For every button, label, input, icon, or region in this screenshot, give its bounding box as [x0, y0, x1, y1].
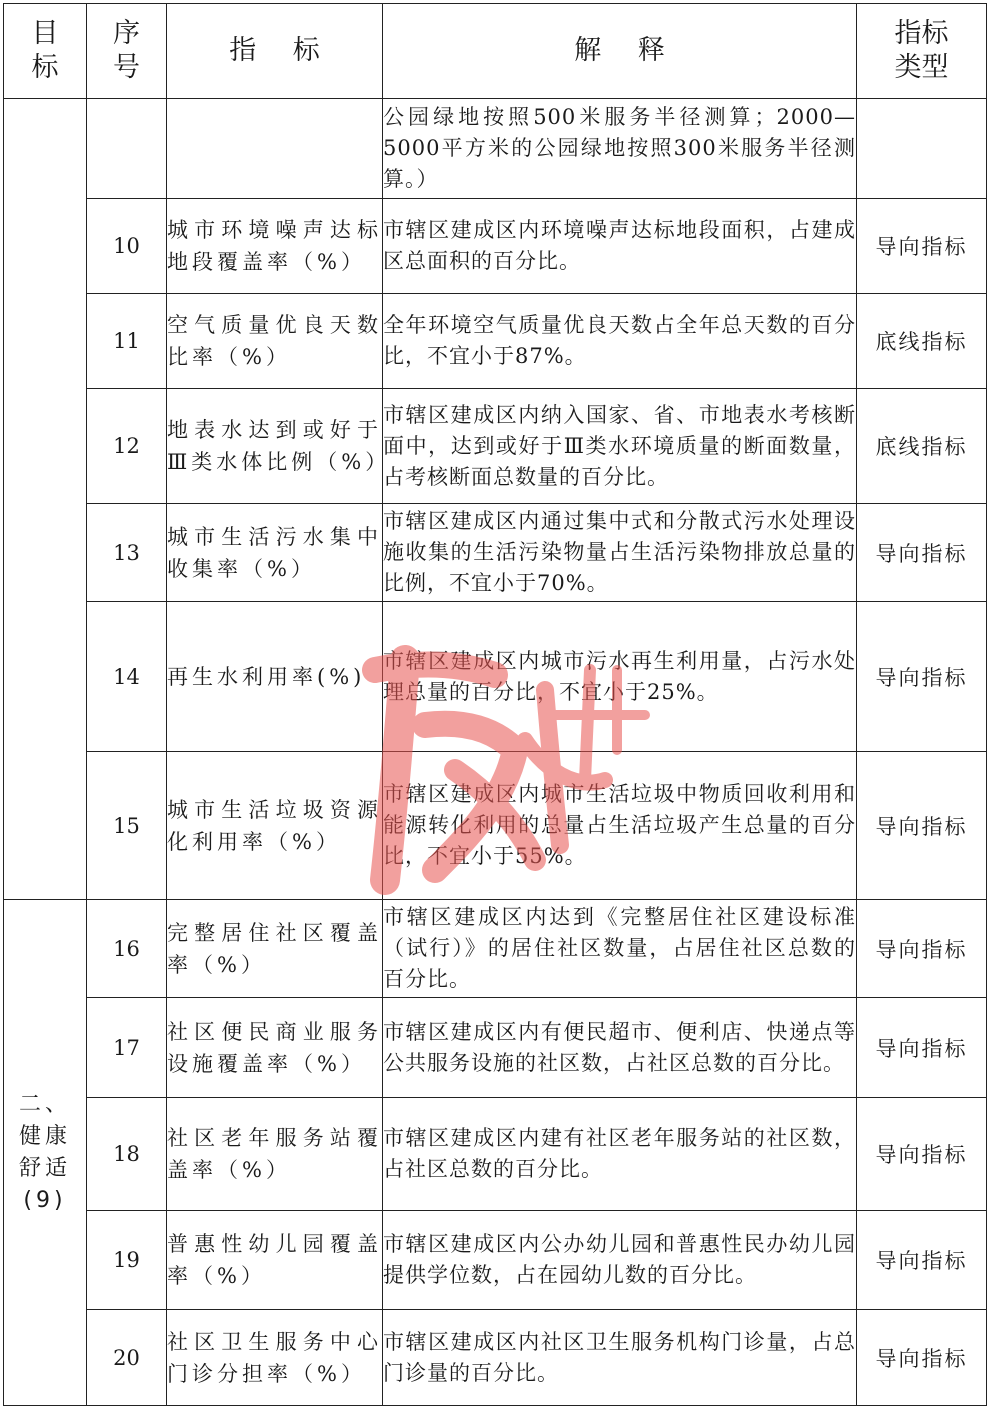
row-no: 14 [87, 602, 167, 752]
row-no: 11 [87, 294, 167, 389]
row-type: 导向指标 [857, 752, 987, 900]
table-row [4, 752, 987, 900]
row-indicator: 社区老年服务站覆盖率（%） [167, 1098, 383, 1211]
table-row [4, 199, 987, 294]
row-no [87, 99, 167, 199]
row-type: 导向指标 [857, 1098, 987, 1211]
row-type: 导向指标 [857, 602, 987, 752]
table-row [4, 504, 987, 602]
row-explanation: 市辖区建成区内公办幼儿园和普惠性民办幼儿园提供学位数，占在园幼儿数的百分比。 [383, 1211, 857, 1310]
row-type: 底线指标 [857, 389, 987, 504]
row-no: 19 [87, 1211, 167, 1310]
indicator-table [3, 3, 987, 1406]
row-no: 13 [87, 504, 167, 602]
row-indicator: 再生水利用率(%) [167, 602, 383, 752]
row-type: 导向指标 [857, 199, 987, 294]
table-row [4, 900, 987, 998]
row-type: 导向指标 [857, 900, 987, 998]
row-indicator: 完整居住社区覆盖率（%） [167, 900, 383, 998]
row-indicator: 社区便民商业服务设施覆盖率（%） [167, 998, 383, 1098]
row-type [857, 99, 987, 199]
row-type: 导向指标 [857, 1211, 987, 1310]
header-no: 序号 [87, 4, 167, 99]
row-explanation: 市辖区建成区内社区卫生服务机构门诊量，占总门诊量的百分比。 [383, 1310, 857, 1406]
header-goal: 目标 [4, 4, 87, 99]
table-row [4, 99, 987, 199]
row-indicator: 地表水达到或好于Ⅲ类水体比例（%） [167, 389, 383, 504]
row-indicator [167, 99, 383, 199]
row-indicator: 社区卫生服务中心门诊分担率（%） [167, 1310, 383, 1406]
goal-cell-2: 二、健康舒适(9) [4, 900, 87, 1406]
header-explanation: 解 释 [383, 4, 857, 99]
row-no: 20 [87, 1310, 167, 1406]
row-explanation: 市辖区建成区内有便民超市、便利店、快递点等公共服务设施的社区数，占社区总数的百分比。 [383, 998, 857, 1098]
row-explanation: 市辖区建成区内城市污水再生利用量，占污水处理总量的百分比，不宜小于25%。 [383, 602, 857, 752]
row-indicator: 城市生活污水集中收集率（%） [167, 504, 383, 602]
row-type: 导向指标 [857, 1310, 987, 1406]
row-no: 17 [87, 998, 167, 1098]
row-type: 导向指标 [857, 998, 987, 1098]
header-row [4, 4, 987, 99]
row-no: 10 [87, 199, 167, 294]
header-type: 指标类型 [857, 4, 987, 99]
row-explanation: 市辖区建成区内通过集中式和分散式污水处理设施收集的生活污染物量占生活污染物排放总量的比例，不宜小于70%。 [383, 504, 857, 602]
row-explanation: 市辖区建成区内环境噪声达标地段面积，占建成区总面积的百分比。 [383, 199, 857, 294]
table-row [4, 602, 987, 752]
row-explanation: 市辖区建成区内纳入国家、省、市地表水考核断面中，达到或好于Ⅲ类水环境质量的断面数量，占考核断面总数量的百分比。 [383, 389, 857, 504]
table-row [4, 1098, 987, 1211]
row-indicator: 普惠性幼儿园覆盖率（%） [167, 1211, 383, 1310]
table-row [4, 1310, 987, 1406]
table-row [4, 1211, 987, 1310]
row-explanation: 全年环境空气质量优良天数占全年总天数的百分比，不宜小于87%。 [383, 294, 857, 389]
row-explanation: 市辖区建成区内城市生活垃圾中物质回收利用和能源转化利用的总量占生活垃圾产生总量的百分比，不宜小于55%。 [383, 752, 857, 900]
table-row [4, 294, 987, 389]
row-explanation: 市辖区建成区内达到《完整居住社区建设标准（试行）》的居住社区数量，占居住社区总数的百分比。 [383, 900, 857, 998]
table-row [4, 998, 987, 1098]
header-indicator: 指 标 [167, 4, 383, 99]
row-explanation: 公园绿地按照500米服务半径测算；2000—5000平方米的公园绿地按照300米服务半径测算。） [383, 99, 857, 199]
row-indicator: 城市环境噪声达标地段覆盖率（%） [167, 199, 383, 294]
row-no: 12 [87, 389, 167, 504]
row-no: 15 [87, 752, 167, 900]
row-explanation: 市辖区建成区内建有社区老年服务站的社区数，占社区总数的百分比。 [383, 1098, 857, 1211]
row-indicator: 空气质量优良天数比率（%） [167, 294, 383, 389]
row-indicator: 城市生活垃圾资源化利用率（%） [167, 752, 383, 900]
row-type: 底线指标 [857, 294, 987, 389]
row-no: 18 [87, 1098, 167, 1211]
table-row [4, 389, 987, 504]
row-type: 导向指标 [857, 504, 987, 602]
row-no: 16 [87, 900, 167, 998]
goal-cell-1 [4, 99, 87, 900]
